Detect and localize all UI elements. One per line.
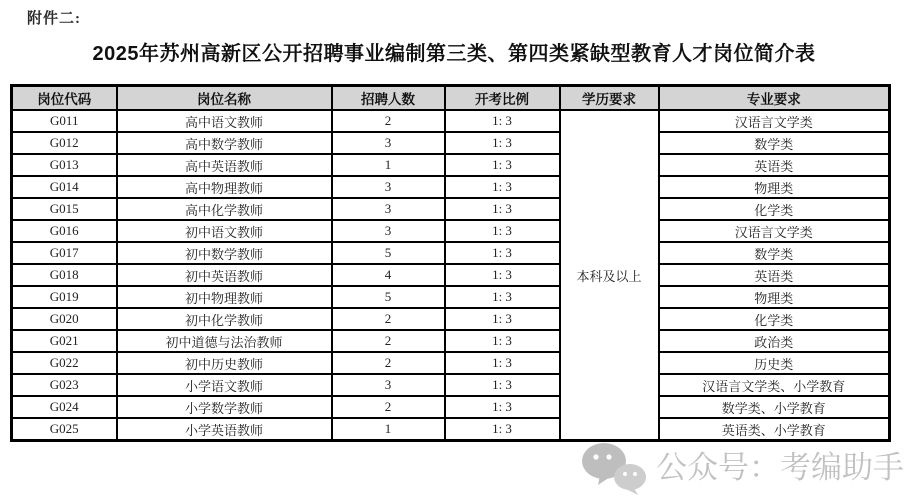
cell-position-code: G025 (12, 418, 117, 441)
column-header-count: 招聘人数 (332, 86, 445, 111)
table-row (12, 176, 890, 198)
cell-recruit-count: 3 (332, 198, 445, 220)
cell-recruit-count: 2 (332, 110, 445, 132)
cell-major-required: 化学类 (659, 198, 890, 220)
cell-position-code: G021 (12, 330, 117, 352)
cell-position-code: G015 (12, 198, 117, 220)
cell-recruit-count: 1 (332, 418, 445, 441)
attachment-label: 附件二: (27, 11, 81, 27)
cell-position-code: G017 (12, 242, 117, 264)
cell-position-name: 初中道德与法治教师 (117, 330, 332, 352)
table-row (12, 418, 890, 441)
table-row (12, 132, 890, 154)
table-body (12, 110, 890, 441)
wechat-icon (576, 441, 652, 495)
cell-recruit-count: 3 (332, 176, 445, 198)
table-row (12, 330, 890, 352)
cell-major-required: 英语类、小学教育 (659, 418, 890, 441)
table-row (12, 110, 890, 132)
cell-position-name: 高中数学教师 (117, 132, 332, 154)
cell-recruit-count: 2 (332, 396, 445, 418)
table-row (12, 220, 890, 242)
cell-position-name: 初中化学教师 (117, 308, 332, 330)
cell-position-code: G013 (12, 154, 117, 176)
cell-position-name: 高中物理教师 (117, 176, 332, 198)
table-row (12, 264, 890, 286)
cell-position-code: G018 (12, 264, 117, 286)
column-header-code: 岗位代码 (12, 86, 117, 111)
cell-position-code: G020 (12, 308, 117, 330)
cell-position-code: G023 (12, 374, 117, 396)
cell-major-required: 汉语言文学类 (659, 110, 890, 132)
cell-position-name: 初中语文教师 (117, 220, 332, 242)
job-positions-table (10, 84, 891, 442)
cell-recruit-count: 1 (332, 154, 445, 176)
cell-exam-ratio: 1: 3 (445, 198, 560, 220)
cell-major-required: 英语类 (659, 154, 890, 176)
cell-position-code: G011 (12, 110, 117, 132)
cell-position-name: 高中英语教师 (117, 154, 332, 176)
table-row (12, 308, 890, 330)
table-header (12, 86, 890, 111)
cell-exam-ratio: 1: 3 (445, 132, 560, 154)
cell-major-required: 化学类 (659, 308, 890, 330)
cell-exam-ratio: 1: 3 (445, 418, 560, 441)
table-row (12, 286, 890, 308)
cell-position-name: 小学语文教师 (117, 374, 332, 396)
cell-recruit-count: 3 (332, 132, 445, 154)
table-row (12, 198, 890, 220)
cell-major-required: 政治类 (659, 330, 890, 352)
cell-exam-ratio: 1: 3 (445, 352, 560, 374)
cell-position-name: 初中英语教师 (117, 264, 332, 286)
watermark (576, 441, 904, 495)
column-header-name: 岗位名称 (117, 86, 332, 111)
cell-recruit-count: 5 (332, 242, 445, 264)
column-header-ratio: 开考比例 (445, 86, 560, 111)
cell-major-required: 英语类 (659, 264, 890, 286)
watermark-text: 公众号：考编助手 (656, 450, 904, 485)
degree-requirement-cell: 本科及以上 (560, 110, 659, 441)
cell-major-required: 物理类 (659, 176, 890, 198)
cell-position-name: 高中化学教师 (117, 198, 332, 220)
cell-major-required: 汉语言文学类、小学教育 (659, 374, 890, 396)
cell-exam-ratio: 1: 3 (445, 110, 560, 132)
cell-position-name: 初中历史教师 (117, 352, 332, 374)
column-header-degree: 学历要求 (560, 86, 659, 111)
cell-exam-ratio: 1: 3 (445, 176, 560, 198)
cell-exam-ratio: 1: 3 (445, 308, 560, 330)
cell-exam-ratio: 1: 3 (445, 330, 560, 352)
column-header-major: 专业要求 (659, 86, 890, 111)
cell-exam-ratio: 1: 3 (445, 220, 560, 242)
table-row (12, 374, 890, 396)
cell-recruit-count: 3 (332, 374, 445, 396)
cell-major-required: 数学类 (659, 132, 890, 154)
cell-recruit-count: 4 (332, 264, 445, 286)
cell-exam-ratio: 1: 3 (445, 154, 560, 176)
cell-position-code: G019 (12, 286, 117, 308)
cell-major-required: 历史类 (659, 352, 890, 374)
cell-exam-ratio: 1: 3 (445, 286, 560, 308)
cell-recruit-count: 2 (332, 308, 445, 330)
cell-position-code: G024 (12, 396, 117, 418)
table-row (12, 352, 890, 374)
cell-major-required: 数学类 (659, 242, 890, 264)
cell-exam-ratio: 1: 3 (445, 374, 560, 396)
table-header-row (12, 86, 890, 111)
cell-position-code: G014 (12, 176, 117, 198)
cell-position-code: G016 (12, 220, 117, 242)
cell-position-code: G012 (12, 132, 117, 154)
cell-position-name: 初中物理教师 (117, 286, 332, 308)
cell-recruit-count: 3 (332, 220, 445, 242)
cell-major-required: 数学类、小学教育 (659, 396, 890, 418)
cell-position-code: G022 (12, 352, 117, 374)
cell-position-name: 小学英语教师 (117, 418, 332, 441)
cell-major-required: 汉语言文学类 (659, 220, 890, 242)
cell-position-name: 高中语文教师 (117, 110, 332, 132)
cell-exam-ratio: 1: 3 (445, 396, 560, 418)
cell-position-name: 小学数学教师 (117, 396, 332, 418)
cell-exam-ratio: 1: 3 (445, 242, 560, 264)
page-title: 2025年苏州高新区公开招聘事业编制第三类、第四类紧缺型教育人才岗位简介表 (92, 43, 816, 65)
table-row (12, 396, 890, 418)
table-row (12, 242, 890, 264)
cell-recruit-count: 2 (332, 352, 445, 374)
cell-position-name: 初中数学教师 (117, 242, 332, 264)
table-row (12, 154, 890, 176)
cell-recruit-count: 2 (332, 330, 445, 352)
cell-exam-ratio: 1: 3 (445, 264, 560, 286)
cell-recruit-count: 5 (332, 286, 445, 308)
cell-major-required: 物理类 (659, 286, 890, 308)
